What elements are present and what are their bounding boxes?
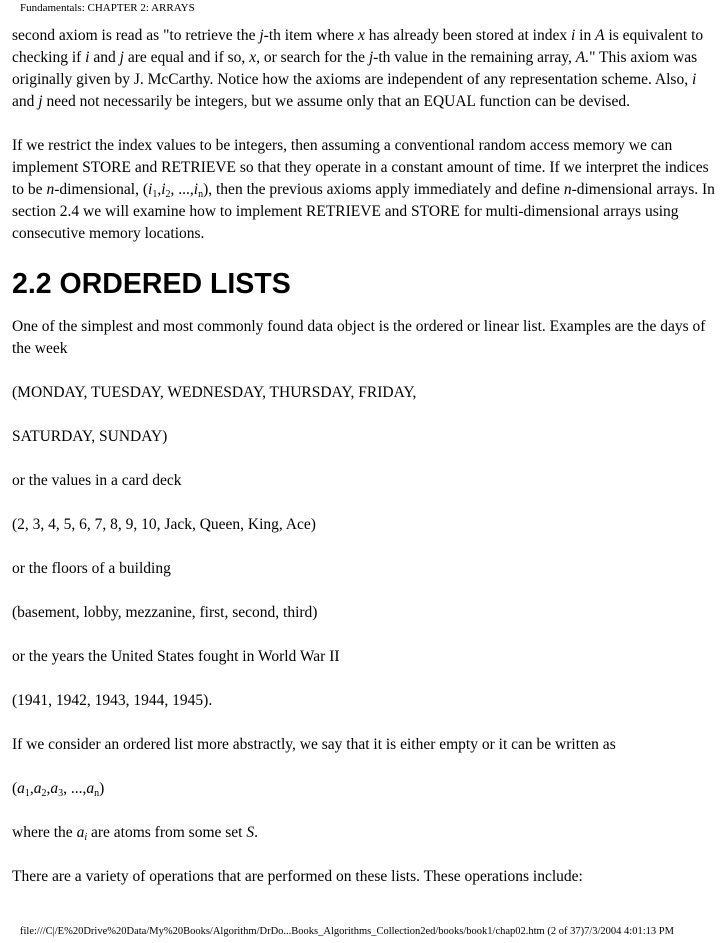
card-deck-intro: or the values in a card deck (12, 472, 182, 489)
list-formula: ($a_1,a_2,a_3$, $...,a_n$) (12, 780, 105, 799)
paragraph-axiom: second axiom is read as "to retrieve the j-th item where x has already been stored at index i in A is equivalent to checking if i and j are equal and if so, x, or search for the j-th value in the remaining array, A." This axiom was originally given by J. McCarthy. Notice how the axioms are independent of any representation scheme. Also, i and j need not necessarily be integers, but we assume only that an EQUAL function can be devised. (12, 27, 704, 110)
example-days-line1: (MONDAY, TUESDAY, WEDNESDAY, THURSDAY, FRIDAY, (12, 384, 417, 401)
example-floors: (basement, lobby, mezzanine, first, second, third) (12, 604, 318, 621)
paragraph-integer-indices: If we restrict the index values to be integers, then assuming a conventional random access memory we can implement STORE and RETRIEVE so that they operate in a constant amount of time. If we interpret the indices to be n-dimensional, ($i_1,i_2$, $...,i_n$), then the previous axioms apply immediately and define n-dimensional arrays. In section 2.4 we will examine how to implement RETRIEVE and STORE for multi-dimensional arrays using consecutive memory locations. (12, 137, 715, 242)
paragraph-abstract-list: If we consider an ordered list more abstractly, we say that it is either empty or it can be written as (12, 736, 616, 753)
example-card-deck: (2, 3, 4, 5, 6, 7, 8, 9, 10, Jack, Queen, King, Ace) (12, 516, 316, 533)
page-footer-file-path: file:///C|/E%20Drive%20Data/My%20Books/Algorithm/DrDo...Books_Algorithms_Collection2ed/books/book1/chap02.htm (2 of 37)7/3/2004 4:01:13 PM (20, 926, 674, 937)
example-years: (1941, 1942, 1943, 1944, 1945). (12, 692, 213, 709)
example-days-line2: SATURDAY, SUNDAY) (12, 428, 168, 445)
operations-intro: There are a variety of operations that are performed on these lists. These operations include: (12, 868, 583, 885)
years-intro: or the years the United States fought in World War II (12, 648, 340, 665)
section-heading: 2.2 ORDERED LISTS (12, 268, 291, 300)
floors-intro: or the floors of a building (12, 560, 171, 577)
page-header: Fundamentals: CHAPTER 2: ARRAYS (20, 2, 195, 14)
document-body (12, 25, 720, 888)
paragraph-ordered-list-intro: One of the simplest and most commonly found data object is the ordered or linear list. Examples are the days of the week (12, 318, 706, 357)
atoms-sentence: where the $a_i$ are atoms from some set S. (12, 824, 258, 843)
